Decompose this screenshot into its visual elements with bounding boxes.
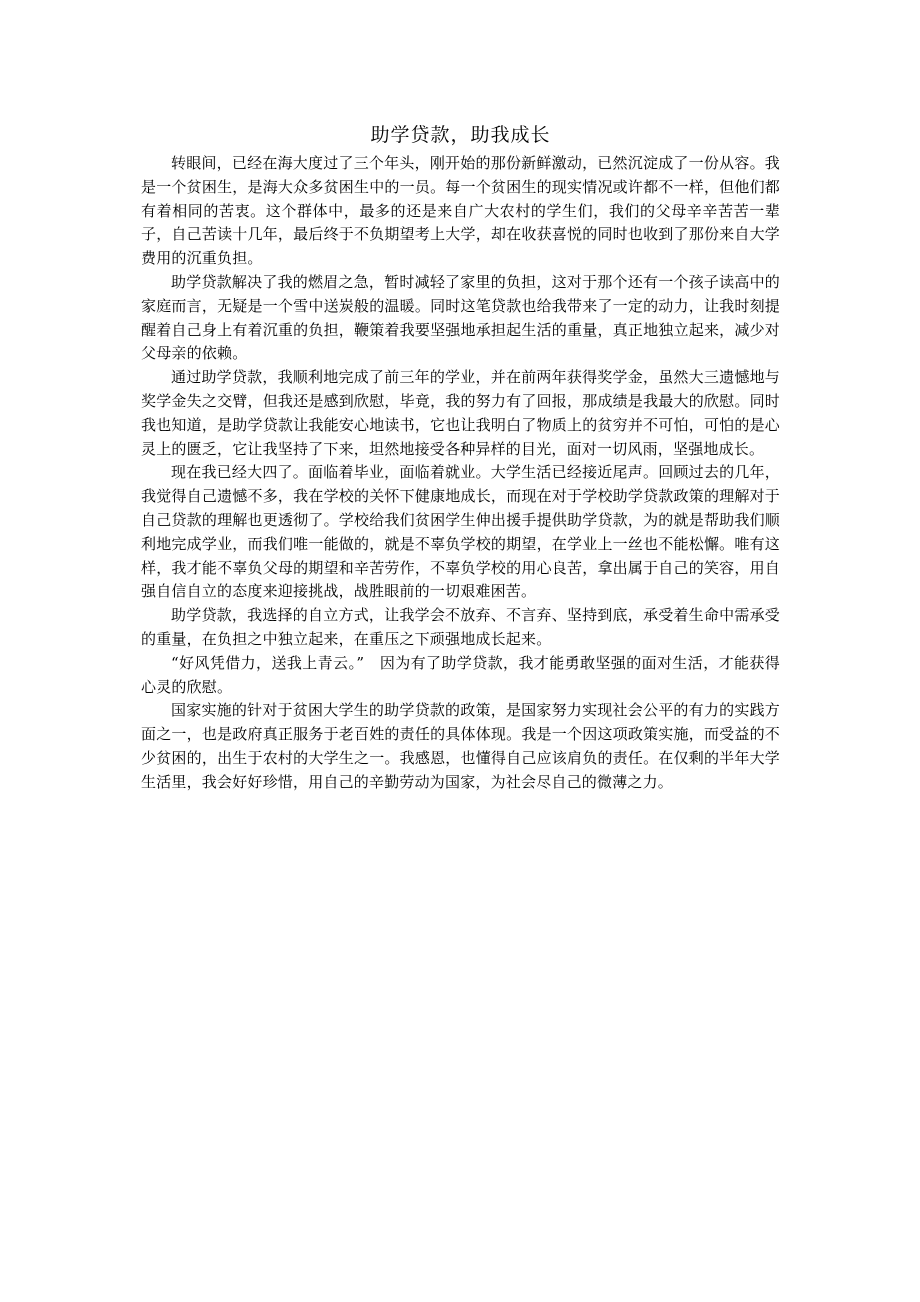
paragraph: “好风凭借力，送我上青云。” 因为有了助学贷款，我才能勇敢坚强的面对生活，才能获得心灵的欣慰。 bbox=[141, 653, 780, 696]
paragraph: 转眼间，已经在海大度过了三个年头，刚开始的那份新鲜激动，已然沉淀成了一份从容。我是一个贫困生，是海大众多贫困生中的一员。每一个贫困生的现实情况或许都不一样，但他们都有着相同的苦衷。这个群体中，最多的还是来自广大农村的学生们，我们的父母辛辛苦苦一辈子，自己苦读十几年，最后终于不负期望考上大学，却在收获喜悦的同时也收到了那份来自大学费用的沉重负担。 bbox=[141, 154, 780, 268]
paragraph: 助学贷款解决了我的燃眉之急，暂时减轻了家里的负担，这对于那个还有一个孩子读高中的家庭而言，无疑是一个雪中送炭般的温暖。同时这笔贷款也给我带来了一定的动力，让我时刻提醒着自己身上有着沉重的负担，鞭策着我要坚强地承担起生活的重量，真正地独立起来，减少对父母亲的依赖。 bbox=[141, 272, 780, 363]
paragraph: 通过助学贷款，我顺利地完成了前三年的学业，并在前两年获得奖学金，虽然大三遗憾地与奖学金失之交臂，但我还是感到欣慰，毕竟，我的努力有了回报，那成绩是我最大的欣慰。同时我也知道，是助学贷款让我能安心地读书，它也让我明白了物质上的贫穷并不可怕，可怕的是心灵上的匮乏，它让我坚持了下来，坦然地接受各种异样的目光，面对一切风雨，坚强地成长。 bbox=[141, 368, 780, 458]
paragraph: 助学贷款，我选择的自立方式，让我学会不放弃、不言弃、坚持到底，承受着生命中需承受的重量，在负担之中独立起来，在重压之下顽强地成长起来。 bbox=[141, 606, 780, 648]
document-body bbox=[141, 118, 780, 795]
document-title: 助学贷款，助我成长 bbox=[370, 124, 551, 146]
paragraph: 现在我已经大四了。面临着毕业，面临着就业。大学生活已经接近尾声。回顾过去的几年，我觉得自己遗憾不多，我在学校的关怀下健康地成长，而现在对于学校助学贷款政策的理解对于自己贷款的理解也更透彻了。学校给我们贫困学生伸出援手提供助学贷款，为的就是帮助我们顺利地完成学业，而我们唯一能做的，就是不辜负学校的期望，在学业上一丝也不能松懈。唯有这样，我才能不辜负父母的期望和辛苦劳作，不辜负学校的用心良苦，拿出属于自己的笑容，用自强自信自立的态度来迎接挑战，战胜眼前的一切艰难困苦。 bbox=[141, 463, 780, 601]
paragraph: 国家实施的针对于贫困大学生的助学贷款的政策，是国家努力实现社会公平的有力的实践方面之一，也是政府真正服务于老百姓的责任的具体体现。我是一个因这项政策实施，而受益的不少贫困的，出生于农村的大学生之一。我感恩，也懂得自己应该肩负的责任。在仅剩的半年大学生活里，我会好好珍惜，用自己的辛勤劳动为国家，为社会尽自己的微薄之力。 bbox=[141, 701, 780, 791]
